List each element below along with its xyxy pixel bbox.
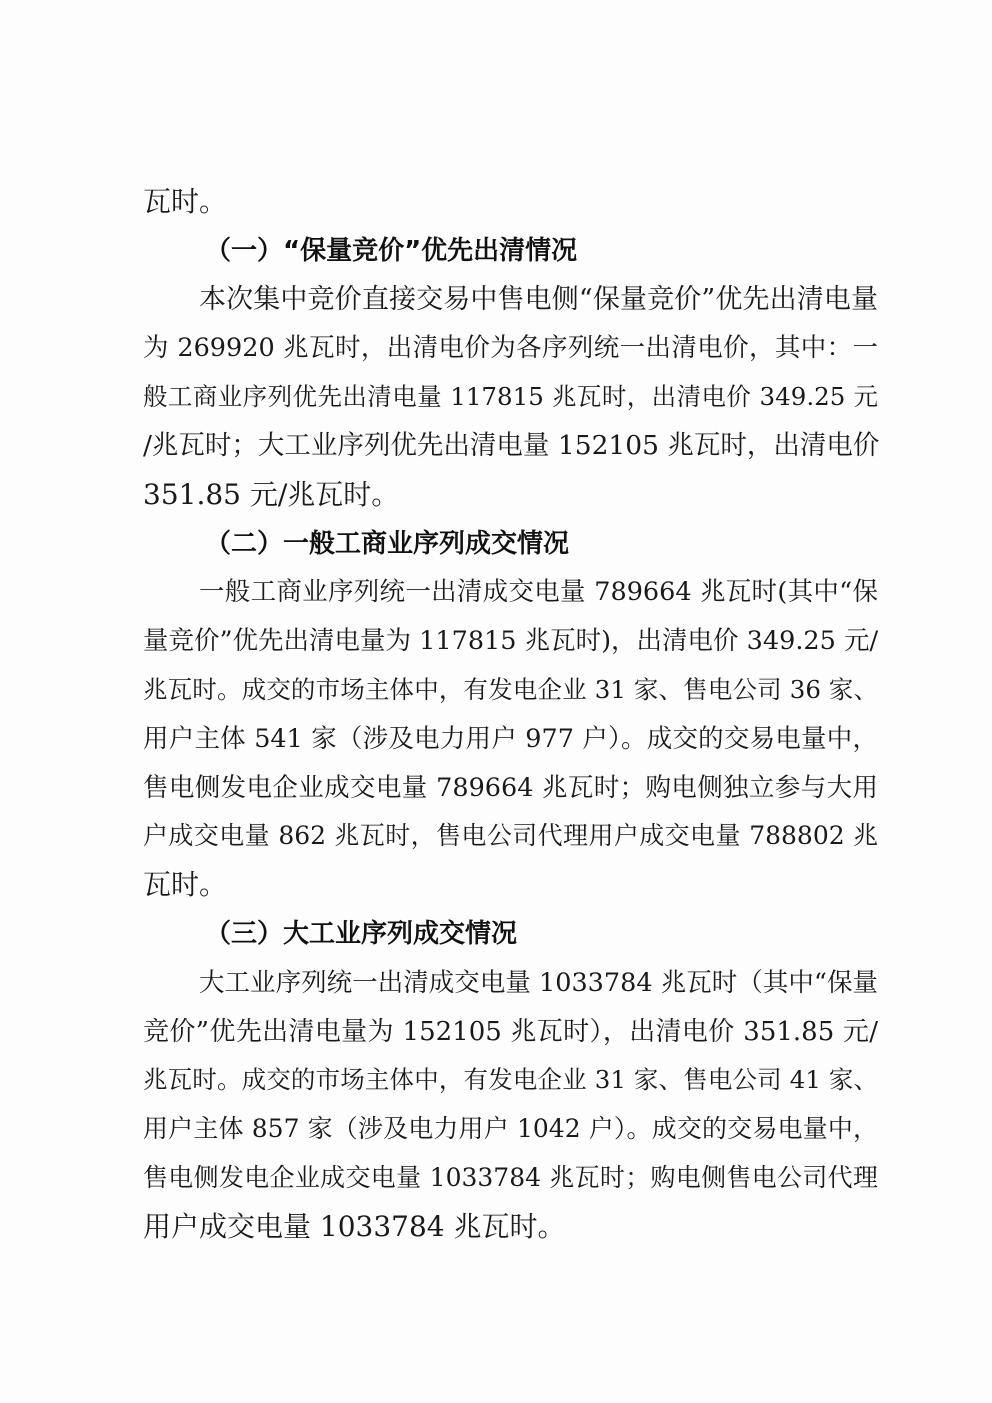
paragraph-line: 户成交电量 862 兆瓦时，售电公司代理用户成交电量 788802 兆 <box>143 821 878 851</box>
paragraph-line: 兆瓦时。成交的市场主体中，有发电企业 31 家、售电公司 36 家、 <box>143 674 878 704</box>
paragraph-line: 为 269920 兆瓦时，出清电价为各序列统一出清电价，其中：一 <box>143 333 878 364</box>
section-heading-2: （二）一般工商业序列成交情况 <box>205 528 570 559</box>
paragraph-line: 售电侧发电企业成交电量 789664 兆瓦时；购电侧独立参与大用 <box>143 772 878 803</box>
paragraph-line: 大工业序列统一出清成交电量 1033784 兆瓦时（其中“保量 <box>199 967 878 998</box>
paragraph-line: /兆瓦时；大工业序列优先出清电量 152105 兆瓦时，出清电价 <box>143 429 880 461</box>
paragraph-line: 本次集中竞价直接交易中售电侧“保量竞价”优先出清电量 <box>199 283 878 315</box>
paragraph-line: 瓦时。 <box>143 185 228 218</box>
paragraph-line: 量竞价”优先出清电量为 117815 兆瓦时)，出清电价 349.25 元/ <box>143 626 879 657</box>
paragraph-line: 售电侧发电企业成交电量 1033784 兆瓦时；购电侧售电公司代理 <box>143 1162 878 1192</box>
paragraph-line: 兆瓦时。成交的市场主体中，有发电企业 31 家、售电公司 41 家、 <box>143 1065 878 1095</box>
paragraph-line: 用户主体 857 家（涉及电力用户 1042 户）。成交的交易电量中， <box>143 1114 878 1144</box>
paragraph-line: 用户成交电量 1033784 兆瓦时。 <box>143 1209 566 1243</box>
paragraph-line: 一般工商业序列统一出清成交电量 789664 兆瓦时(其中“保 <box>199 577 878 608</box>
section-heading-3: （三）大工业序列成交情况 <box>205 918 518 949</box>
paragraph-line: 用户主体 541 家（涉及电力用户 977 户）。成交的交易电量中， <box>143 723 878 754</box>
document-body <box>143 178 878 1252</box>
paragraph-line: 351.85 元/兆瓦时。 <box>143 477 400 511</box>
paragraph-line: 竞价”优先出清电量为 152105 兆瓦时），出清电价 351.85 元/ <box>143 1016 878 1047</box>
section-heading-1: （一）“保量竞价”优先出清情况 <box>205 235 578 266</box>
paragraph-line: 瓦时。 <box>143 868 228 902</box>
paragraph-line: 般工商业序列优先出清电量 117815 兆瓦时，出清电价 349.25 元 <box>143 382 878 412</box>
